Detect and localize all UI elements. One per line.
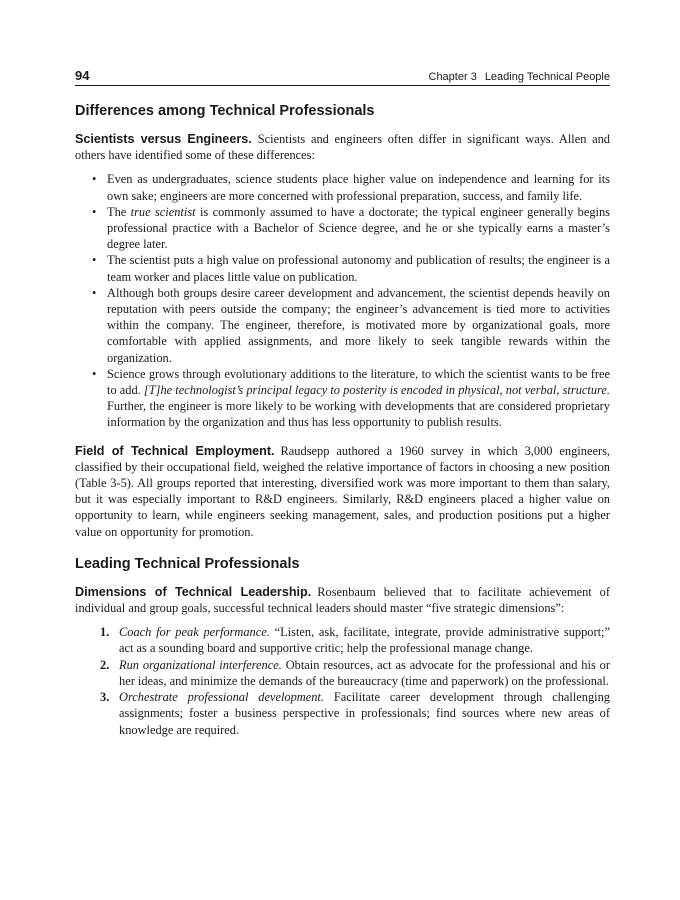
numbered-item xyxy=(100,689,610,738)
bullet-item xyxy=(92,252,610,284)
runin-heading-scientists-vs-engineers: Scientists versus Engineers. xyxy=(75,132,252,146)
bullet-text: Even as undergraduates, science students place higher value on independence and learning for its own sake; engineers are more concerned with professional preparation, success, and family life. xyxy=(107,172,610,203)
bullet-text: The xyxy=(107,204,131,219)
item-title: Orchestrate professional development. xyxy=(119,690,324,705)
runin-heading-field-of-employment: Field of Technical Employment. xyxy=(75,443,275,458)
item-number: 2. xyxy=(100,657,110,672)
book-page xyxy=(75,68,610,738)
item-title: Run organizational interference. xyxy=(119,657,282,672)
item-title: Coach for peak performance. xyxy=(119,625,270,640)
bullet-text: The scientist puts a high value on professional autonomy and publication of results; the engineer is a team worker and places little value on publication. xyxy=(107,253,610,284)
bullet-emphasis: true scientist xyxy=(130,204,196,219)
section-heading-differences: Differences among Technical Professionals xyxy=(75,103,375,119)
page-number: 94 xyxy=(75,68,90,83)
running-head xyxy=(75,68,610,86)
paragraph-scientists-vs-engineers xyxy=(75,131,610,163)
bullet-item xyxy=(92,204,610,253)
bullet-item xyxy=(92,366,610,431)
chapter-title: Leading Technical People xyxy=(484,71,610,83)
chapter-label: Chapter 3 xyxy=(428,71,477,83)
item-text: “Listen, ask, facilitate, integrate, provide administrative support;” act as a sounding board and supportive critic; help the professional manage change. xyxy=(119,625,610,656)
item-text: Obtain resources, act as advocate for the professional and his or her ideas, and minimize the demands of the bureaucracy (time and paperwork) on the professional. xyxy=(119,657,610,688)
paragraph-text: Raudsepp authored a 1960 survey in which 3,000 engineers, classified by their occupational field, weighed the relative importance of factors in choosing a new position (Table 3-5). All groups reported that interesting, diversified work was more important to them than salary, but it was especially important to R&D engineers. Similarly, R&D engineers placed a higher value on opportunity to learn, while engineers seeking management, sales, and production positions put a higher value on opportunity for promotion. xyxy=(75,443,610,539)
bullet-text: Further, the engineer is more likely to be working with developments that are considered proprietary information by the organization and thus has less opportunity to publish results. xyxy=(107,399,610,430)
bullet-text: is commonly assumed to have a doctorate; the typical engineer generally begins professional practice with a Bachelor of Science degree, and he or she typically earns a master’s degree later. xyxy=(107,204,610,252)
runin-heading-dimensions: Dimensions of Technical Leadership. xyxy=(75,584,312,599)
item-number: 3. xyxy=(100,690,110,705)
paragraph-field-of-employment xyxy=(75,443,610,540)
paragraph-text: Rosenbaum believed that to facilitate achievement of individual and group goals, successful technical leaders should master “five strategic dimensions”: xyxy=(75,584,611,616)
bullet-emphasis: [T]he technologist’s principal legacy to posterity is encoded in physical, not verbal, structure. xyxy=(143,383,610,398)
differences-bullet-list xyxy=(75,171,610,430)
paragraph-dimensions-of-leadership xyxy=(75,584,610,616)
chapter-header xyxy=(429,71,611,83)
strategic-dimensions-list xyxy=(75,624,610,737)
bullet-text: Science grows through evolutionary additions to the literature, to which the scientist wants to be free to add. xyxy=(107,366,610,398)
bullet-item xyxy=(92,285,610,366)
bullet-mark: • xyxy=(92,253,97,268)
bullet-mark: • xyxy=(92,366,97,381)
item-number: 1. xyxy=(100,625,110,640)
numbered-item xyxy=(100,657,610,689)
numbered-item xyxy=(100,624,610,656)
section-heading-leading: Leading Technical Professionals xyxy=(75,555,300,572)
bullet-text: Although both groups desire career development and advancement, the scientist depends heavily on reputation with peers outside the company; the engineer’s advancement is tied more to activities within the company. The engineer, therefore, is motivated more by organizational goals, more comfortable with applied assignments, and more likely to seek tangible rewards within the organization. xyxy=(107,285,610,365)
paragraph-text: Scientists and engineers often differ in significant ways. Allen and others have identified some of these differences: xyxy=(75,132,611,163)
item-text: Facilitate career development through challenging assignments; foster a business perspective in professionals; find sources where new areas of knowledge are required. xyxy=(119,690,610,737)
bullet-item xyxy=(92,171,610,203)
bullet-mark: • xyxy=(92,204,97,219)
bullet-mark: • xyxy=(92,285,97,300)
bullet-mark: • xyxy=(92,172,97,187)
